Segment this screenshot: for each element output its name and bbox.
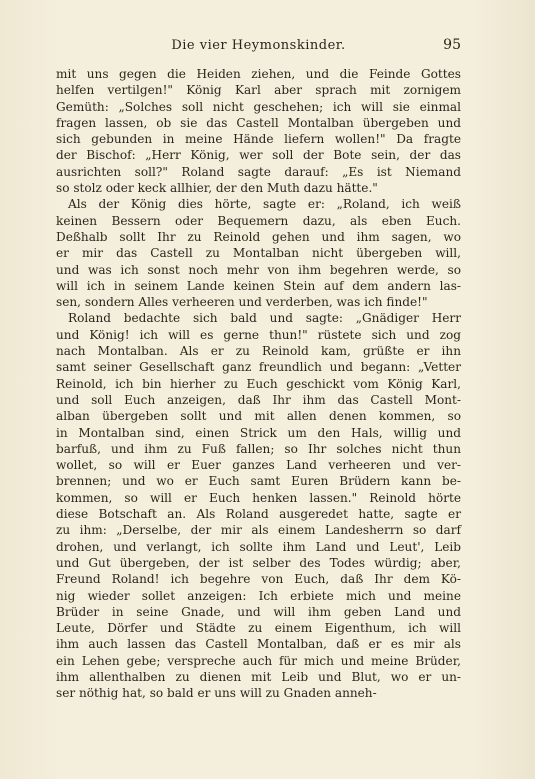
text-line: und Gut übergeben, der ist selber des Todes würdig; aber, (56, 555, 461, 570)
text-line: nach Montalban. Als er zu Reinold kam, grüßte er ihn (56, 344, 461, 359)
text-line: Brüder in seine Gnade, und will ihm geben Land und (56, 604, 461, 619)
text-line: wollet, so will er Euer ganzes Land verheeren und ver- (56, 458, 461, 473)
text-line: Deßhalb sollt Ihr zu Reinold gehen und ihm sagen, wo (56, 229, 461, 244)
text-line: will ich in seinem Lande keinen Stein auf dem andern las- (56, 278, 461, 293)
running-title: Die vier Heymonskinder. (171, 38, 346, 53)
text-line: der Bischof: „Herr König, wer soll der Bote sein, der das (56, 148, 461, 163)
text-line: fragen lassen, ob sie das Castell Montalban übergeben und (56, 115, 461, 130)
text-line: alban übergeben sollt und mit allen denen kommen, so (56, 409, 461, 424)
text-line: Leute, Dörfer und Städte zu einem Eigenthum, ich will (56, 621, 461, 636)
text-line: in Montalban sind, einen Strick um den Hals, willig und (56, 425, 461, 440)
text-line: samt seiner Gesellschaft ganz freundlich und begann: „Vetter (56, 360, 461, 375)
text-line: Freund Roland! ich begehre von Euch, daß Ihr dem Kö- (56, 572, 461, 587)
text-line: so stolz oder keck allhier, der den Muth dazu hätte." (56, 181, 378, 196)
text-line: diese Botschaft an. Als Roland ausgeredet hatte, sagte er (56, 507, 461, 522)
text-line: drohen, und verlangt, ich sollte ihm Land und Leut', Leib (56, 539, 461, 554)
text-line: und was ich sonst noch mehr von ihm begehren werde, so (56, 262, 461, 277)
text-line: keinen Bessern oder Bequemern dazu, als eben Euch. (56, 213, 461, 228)
text-line: Als der König dies hörte, sagte er: „Roland, ich weiß (68, 197, 461, 212)
text-line: barfuß, und ihm zu Fuß fallen; so Ihr solches nicht thun (56, 441, 461, 456)
text-line: sich gebunden in meine Hände liefern wollen!" Da fragte (56, 132, 461, 147)
body-text (56, 66, 461, 702)
page-header (56, 38, 461, 58)
text-line: brennen; und wo er Euch samt Euren Brüdern kann be- (56, 474, 461, 489)
text-line: ihm auch lassen das Castell Montalban, daß er es mir als (56, 637, 461, 652)
text-line: Gemüth: „Solches soll nicht geschehen; ich will sie einmal (56, 99, 461, 114)
text-line: ausrichten soll?" Roland sagte darauf: „Es ist Niemand (56, 164, 461, 179)
text-line: nig wieder sollet anzeigen: Ich erbiete mich und meine (56, 588, 461, 603)
text-line: zu ihm: „Derselbe, der mir als einem Landesherrn so darf (56, 523, 461, 538)
text-line: ihm allenthalben zu dienen mit Leib und Blut, wo er un- (56, 669, 461, 684)
page-number: 95 (443, 37, 461, 53)
text-line: und soll Euch anzeigen, daß Ihr ihm das Castell Mont- (56, 392, 461, 407)
text-line: mit uns gegen die Heiden ziehen, und die Feinde Gottes (56, 67, 461, 81)
text-line: und König! ich will es gerne thun!" rüstete sich und zog (56, 327, 461, 342)
text-line: ein Lehen gebe; verspreche auch für mich und meine Brüder, (56, 653, 461, 668)
text-line: Reinold, ich bin hierher zu Euch geschickt vom König Karl, (56, 376, 461, 391)
text-line: Roland bedachte sich bald und sagte: „Gnädiger Herr (68, 311, 461, 326)
text-line: sen, sondern Alles verheeren und verderben, was ich finde!" (56, 295, 428, 310)
text-line: ser nöthig hat, so bald er uns will zu Gnaden anneh- (56, 686, 377, 701)
text-line: kommen, so will er Euch henken lassen." Reinold hörte (56, 490, 461, 505)
text-line: er mir das Castell zu Montalban nicht übergeben will, (56, 246, 461, 261)
text-line: helfen vertilgen!" König Karl aber sprach mit zornigem (56, 83, 461, 98)
